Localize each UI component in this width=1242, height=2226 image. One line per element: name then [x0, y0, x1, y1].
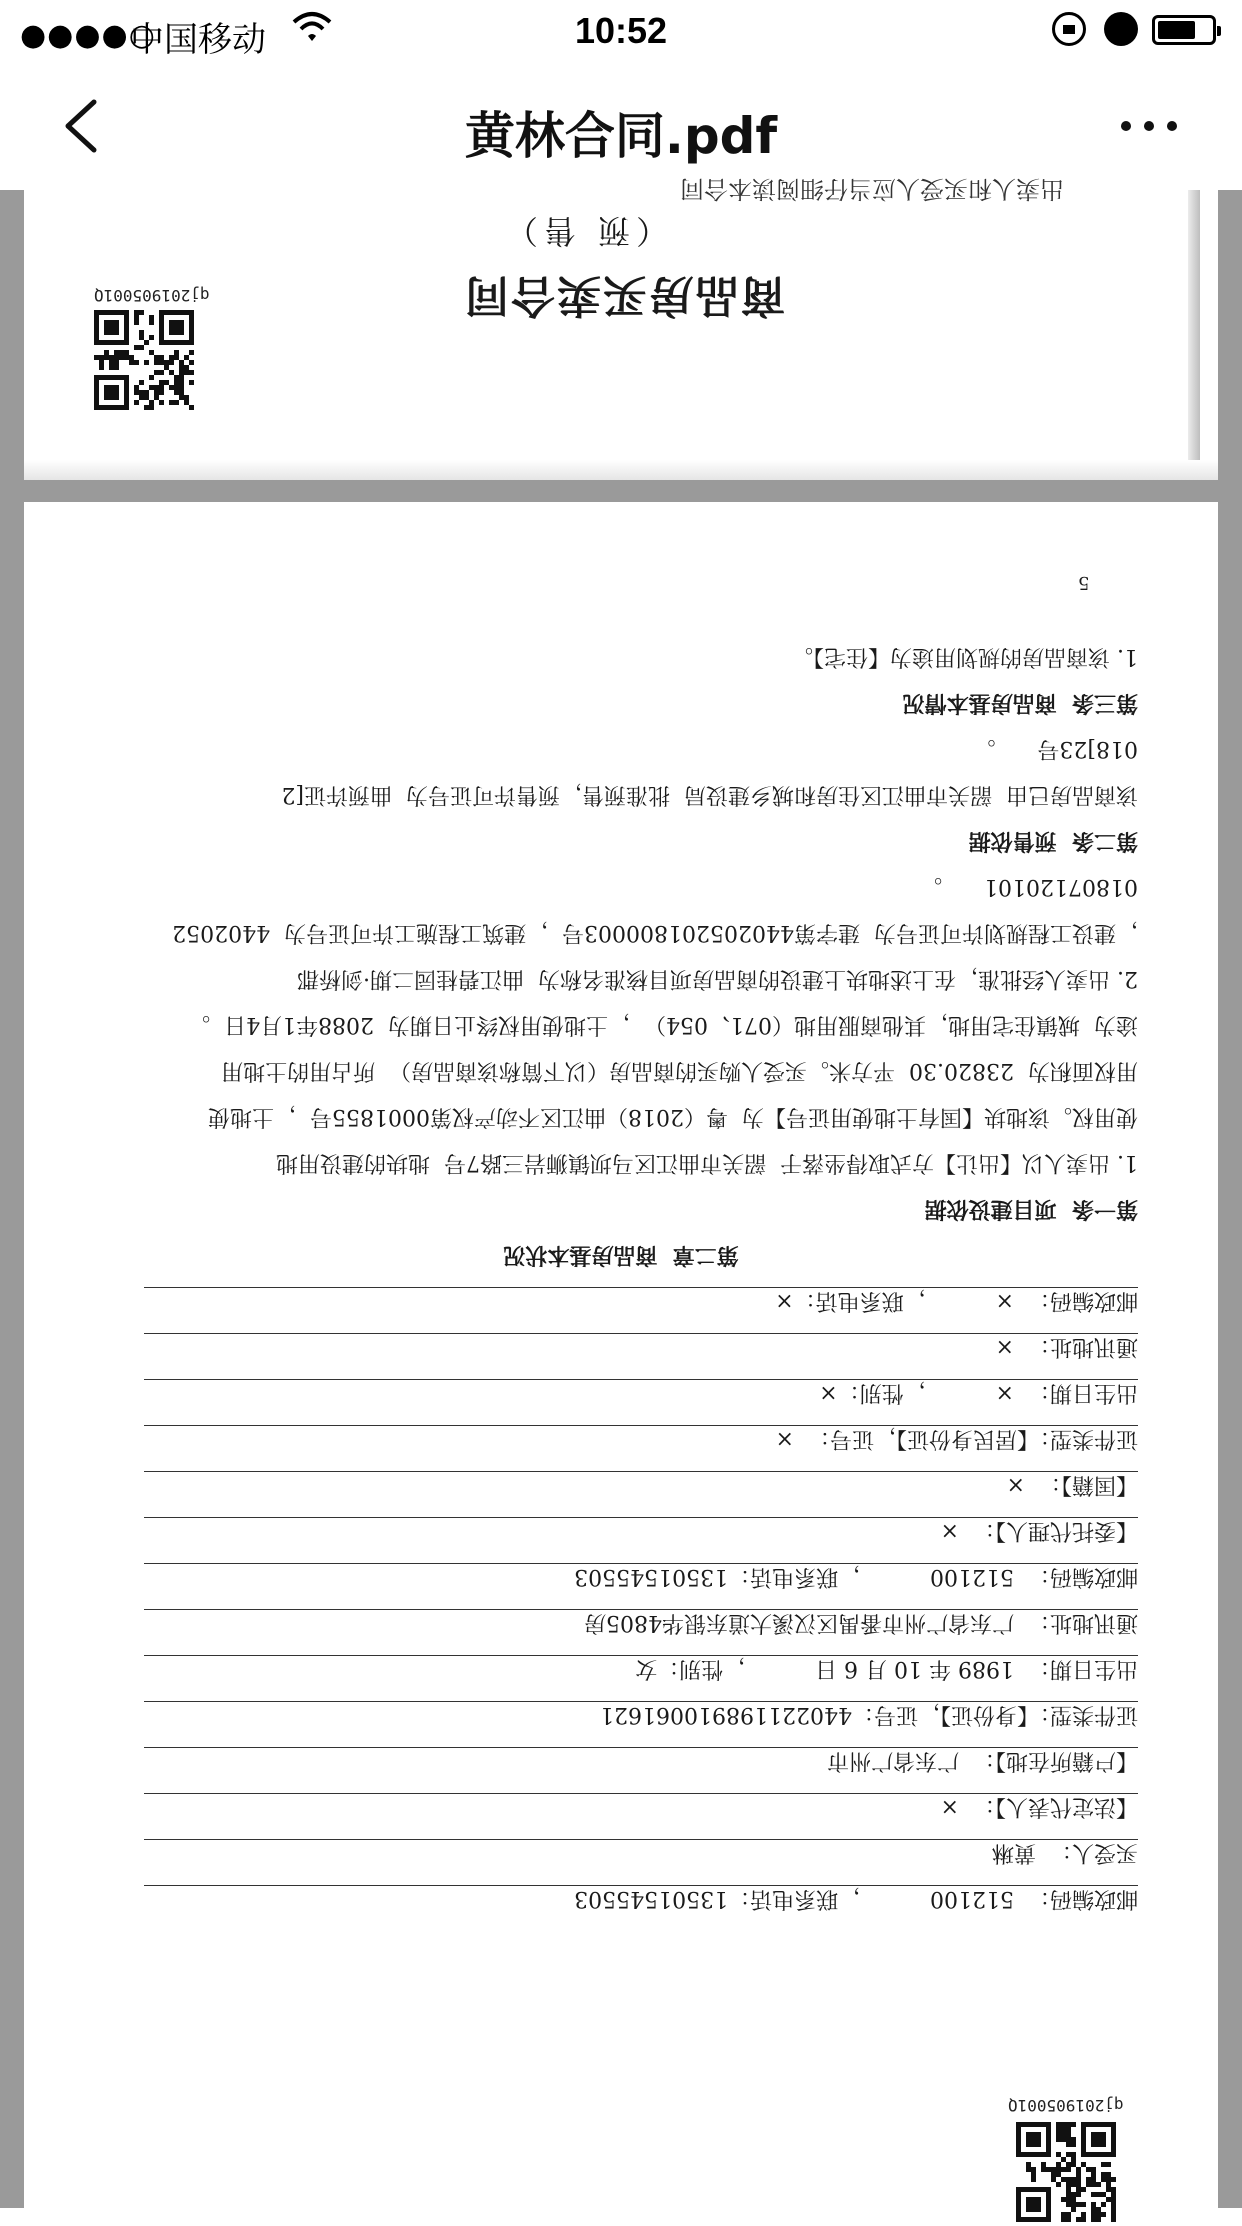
document-line	[24, 1002, 1218, 1042]
document-line	[24, 1784, 1218, 1824]
document-line-text: 【法定代表人】： ×	[940, 1794, 1138, 1819]
document-title: 黄林合同.pdf	[464, 107, 778, 165]
underline	[144, 1747, 1138, 1748]
document-line	[24, 1370, 1218, 1410]
document-line	[24, 818, 1218, 858]
more-dots-icon	[1114, 106, 1184, 146]
document-line-text: 2. 出卖人经批准，在上述地块上建设的商品房项目核准名称为 曲江碧桂园二期·剑桥郡	[297, 966, 1138, 991]
document-line-text: 出生日期： × ，性别：×	[819, 1380, 1138, 1405]
document-line-text: 买受人： 黄琳	[992, 1840, 1138, 1865]
document-line-text: 证件类型：【居民身份证】，证号： ×	[775, 1426, 1138, 1451]
document-line-text: 第三条 商品房基本情况	[902, 690, 1138, 716]
signal-strength-icon: ●●●●○	[20, 18, 156, 53]
navigation-bar	[0, 62, 1242, 190]
page-edge	[1188, 190, 1200, 480]
underline	[144, 1471, 1138, 1472]
document-line	[24, 1186, 1218, 1226]
qr-code-image	[94, 310, 194, 410]
document-line-text: 【户籍所在地】： 广东省广州市	[827, 1748, 1138, 1773]
document-line-text: 通讯地址： 广东省广州市番禺区汉溪大道东银华4805房	[584, 1610, 1138, 1635]
more-button[interactable]	[1114, 106, 1184, 146]
document-line	[24, 1048, 1218, 1088]
document-line-text: 邮政编码： 512100 ，联系电话：13501545503	[574, 1564, 1138, 1589]
document-line	[24, 1600, 1218, 1640]
document-line-text: 1. 出卖人以【出让】方式取得坐落于 韶关市曲江区马坝镇狮岩三路7号 地块的建设用地	[276, 1150, 1138, 1175]
document-line	[24, 1462, 1218, 1502]
document-line-text: 通讯地址： ×	[995, 1334, 1138, 1359]
document-line	[24, 1140, 1218, 1180]
document-line	[24, 1738, 1218, 1778]
pdf-viewer[interactable]	[0, 175, 1242, 2208]
document-line	[24, 1278, 1218, 1318]
document-line	[24, 1416, 1218, 1456]
document-line-text: ，建设工程规划许可证号为 建字第440205201800003号 ，建筑工程施工许可证号为 4402052	[172, 920, 1138, 945]
status-time: 10:52	[574, 10, 668, 51]
underline	[144, 1793, 1138, 1794]
document-line	[24, 1692, 1218, 1732]
qr-code-label: qj201905001Q	[94, 286, 210, 305]
underline	[144, 1655, 1138, 1656]
qr-code-label: qj201905001Q	[1008, 2096, 1124, 2115]
underline	[144, 1379, 1138, 1380]
carrier-name: 中国移动	[130, 20, 266, 60]
underline	[144, 1609, 1138, 1610]
underline	[144, 1701, 1138, 1702]
document-line-text: 018]23号 。	[973, 736, 1138, 761]
battery-icon	[1152, 15, 1216, 45]
battery-fill	[1158, 21, 1195, 39]
document-line	[24, 772, 1218, 812]
page1-subtitle: （预 售）	[499, 212, 669, 250]
document-line	[24, 634, 1218, 674]
pdf-page-1	[24, 175, 1218, 480]
document-line	[24, 1094, 1218, 1134]
document-line	[24, 910, 1218, 950]
underline	[144, 1563, 1138, 1564]
document-line-text: 【委托代理人】： ×	[940, 1518, 1138, 1543]
page1-top-text: 出卖人和买受人应当仔细阅读本合同	[680, 175, 1064, 203]
document-line-text: 出生日期： 1989 年 10 月 6 日 ，性别：女	[635, 1656, 1138, 1681]
document-line-text: 邮政编码： × ，联系电话：×	[775, 1288, 1138, 1313]
document-line	[24, 1324, 1218, 1364]
document-line	[24, 1554, 1218, 1594]
document-line	[24, 680, 1218, 720]
document-line-text: 用权面积为 23820.30 平方米。买受人购买的商品房（以下简称该商品房） 所占用的土地用	[221, 1058, 1138, 1083]
document-line-text: 该商品房已由 韶关市曲江区住房和城乡建设局 批准预售，预售许可证号为 曲预许证[2	[281, 782, 1138, 807]
document-line-text: 途为 城镇住宅用地，其他商服用地（071、054） ，土地使用权终止日期为 2088年1月4日 。	[188, 1012, 1138, 1037]
document-line-text: 证件类型：【身份证】，证号：440221198910061621	[600, 1702, 1138, 1727]
page1-title: 商品房买卖合同	[463, 270, 785, 321]
document-line	[24, 1646, 1218, 1686]
document-line	[24, 1508, 1218, 1548]
page-number: 5	[1078, 572, 1090, 593]
document-line-text: 【国籍】： ×	[1006, 1472, 1138, 1497]
document-line-text: 第一条 项目建设依据	[924, 1196, 1138, 1222]
pdf-page-2	[24, 502, 1218, 2222]
document-line-text: 01807120101 。	[920, 874, 1138, 899]
document-line	[24, 956, 1218, 996]
document-line-text: 第二章 商品房基本状况	[503, 1242, 739, 1268]
underline	[144, 1517, 1138, 1518]
orientation-lock-icon	[1052, 12, 1086, 46]
underline	[144, 1885, 1138, 1886]
document-line	[24, 1232, 1218, 1272]
document-line	[24, 726, 1218, 766]
status-bar	[0, 0, 1242, 62]
document-line-text: 第二条 预售依据	[968, 828, 1138, 854]
document-line-text: 使用权。该地块【国有土地使用证号】为 粤（2018）曲江区不动产权第0001855号 ，土地使	[208, 1104, 1138, 1129]
underline	[144, 1333, 1138, 1334]
document-line	[24, 1876, 1218, 1916]
underline	[144, 1839, 1138, 1840]
document-line-text: 邮政编码： 512100 ，联系电话：13501545503	[574, 1886, 1138, 1911]
underline	[144, 1287, 1138, 1288]
page-shadow	[24, 460, 1218, 480]
alarm-icon	[1104, 12, 1138, 46]
document-line	[24, 864, 1218, 904]
qr-code-image	[1016, 2122, 1116, 2222]
document-line	[24, 1830, 1218, 1870]
underline	[144, 1425, 1138, 1426]
document-line-text: 1. 该商品房的规划用途为【住宅】。	[791, 644, 1138, 669]
